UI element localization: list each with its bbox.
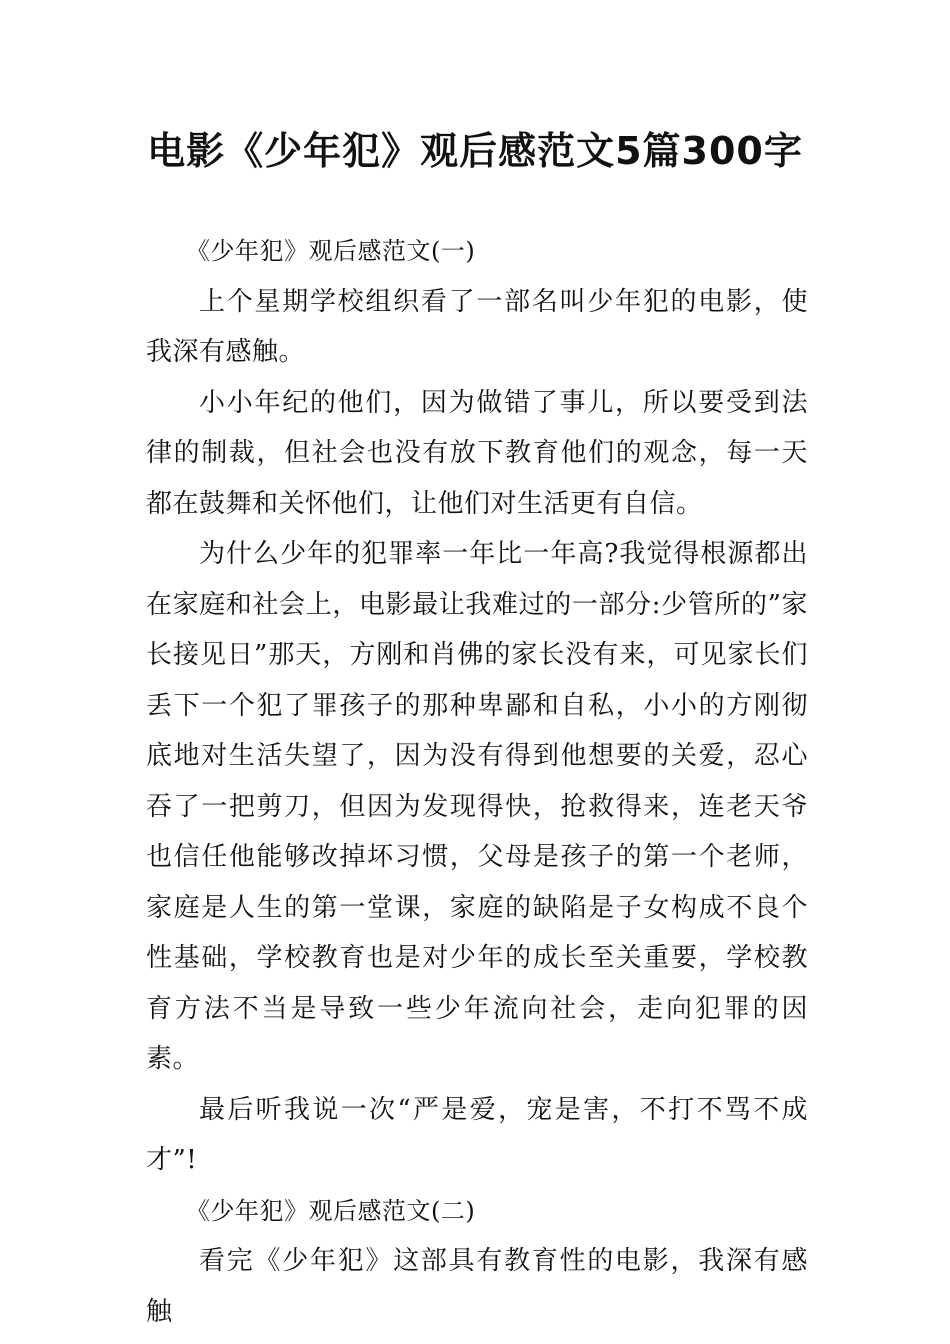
paragraph: 为什么少年的犯罪率一年比一年高?我觉得根源都出在家庭和社会上，电影最让我难过的一部分:少管所的”家长接见日”那天，方刚和肖佛的家长没有来，可见家长们丢下一个犯了罪孩子的那种卑鄙和自私，小小的方刚彻底地对生活失望了，因为没有得到他想要的关爱，忍心吞了一把剪刀，但因为发现得快，抢救得来，连老天爷也信任他能够改掉坏习惯，父母是孩子的第一个老师，家庭是人生的第一堂课，家庭的缺陷是子女构成不良个性基础，学校教育也是对少年的成长至关重要，学校教育方法不当是导致一些少年流向社会，走向犯罪的因素。 [146, 539, 808, 1074]
document-body [146, 226, 808, 1337]
paragraph: 看完《少年犯》这部具有教育性的电影，我深有感触 [146, 1246, 808, 1327]
paragraph: 上个星期学校组织看了一部名叫少年犯的电影，使我深有感触。 [146, 286, 808, 367]
paragraph: 小小年纪的他们，因为做错了事儿，所以要受到法律的制裁，但社会也没有放下教育他们的观念，每一天都在鼓舞和关怀他们，让他们对生活更有自信。 [146, 387, 808, 519]
paragraph: 最后听我说一次“严是爱，宠是害，不打不骂不成才”! [146, 1094, 808, 1175]
section-heading-1: 《少年犯》观后感范文(一) [186, 237, 476, 265]
document-title: 电影《少年犯》观后感范文5篇300字 [147, 129, 803, 173]
section-heading-2: 《少年犯》观后感范文(二) [186, 1196, 476, 1225]
